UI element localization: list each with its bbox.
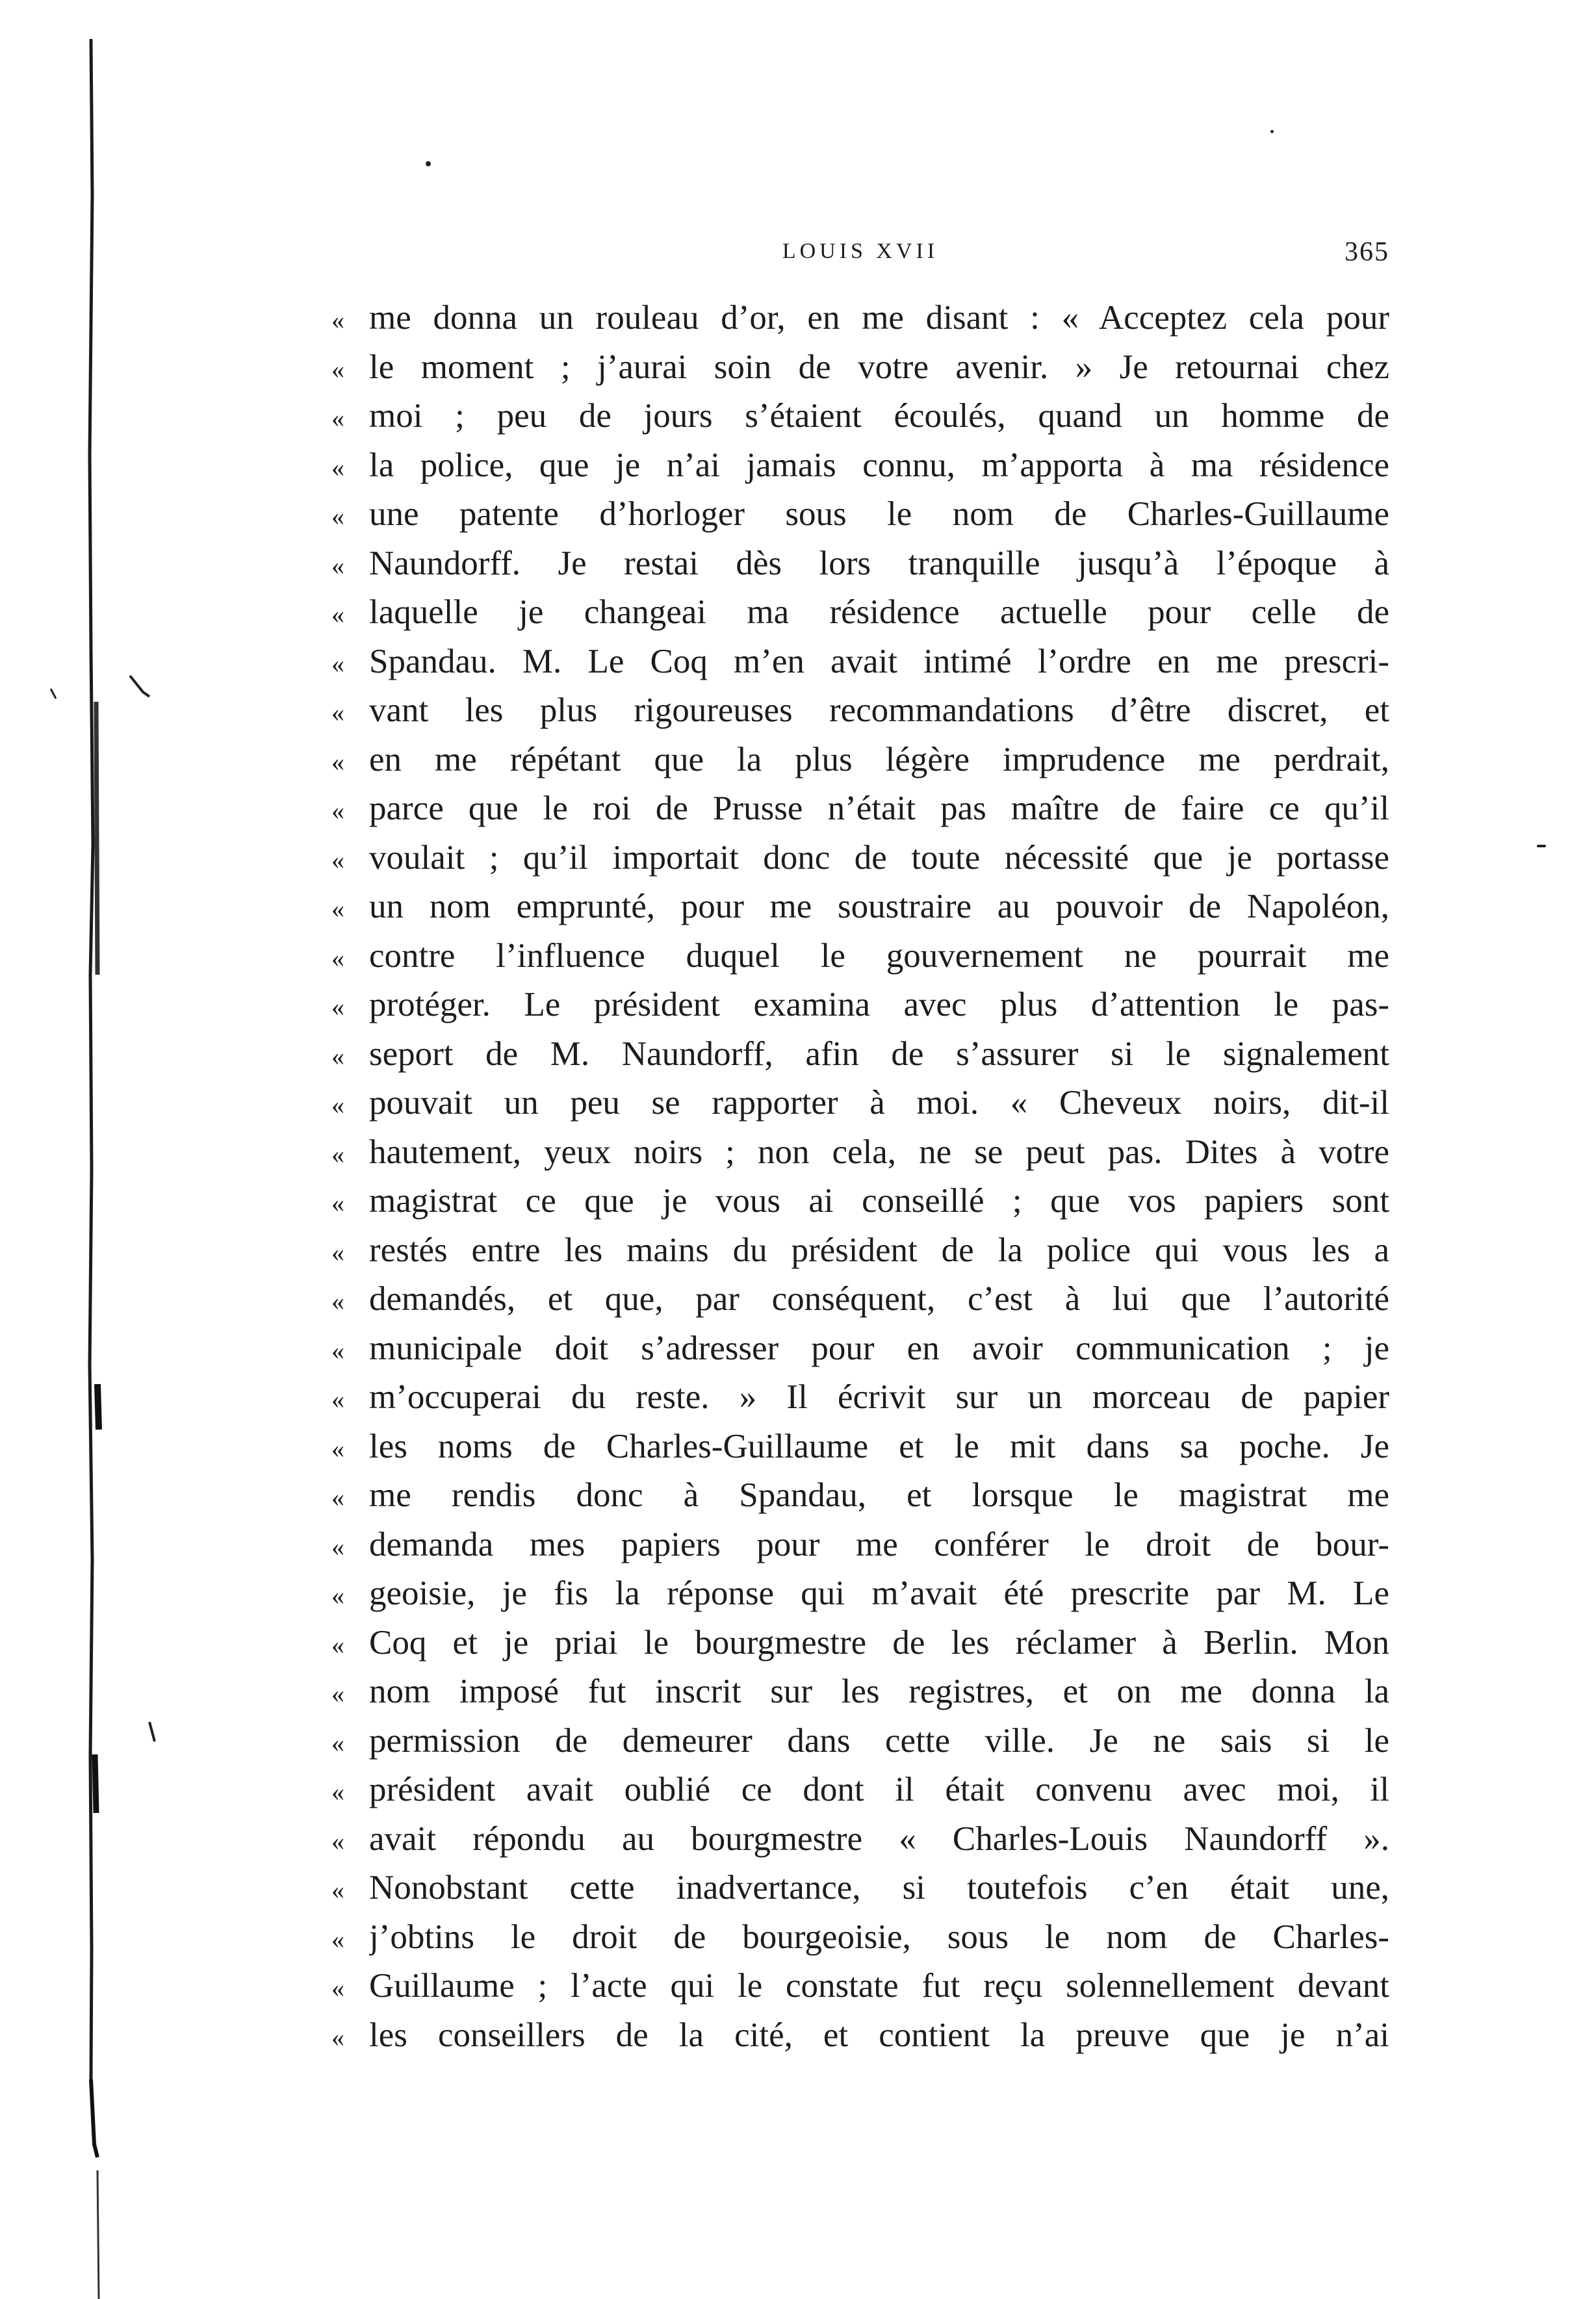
- text-line: [331, 1177, 1389, 1226]
- line-text: parce que le roi de Prusse n’était pas maître de faire ce qu’il: [369, 790, 1389, 827]
- running-head: LOUIS XVII: [782, 239, 939, 263]
- text-line: [331, 834, 1389, 883]
- line-text: Guillaume ; l’acte qui le constate fut reçu solennellement devant: [369, 1967, 1389, 2005]
- quote-mark: «: [331, 1433, 344, 1463]
- text-line: [331, 736, 1389, 785]
- quote-mark: «: [331, 1973, 344, 2003]
- quote-mark: «: [331, 1041, 344, 1071]
- quote-mark: «: [331, 1532, 344, 1561]
- line-text: permission de demeurer dans cette ville. Je ne sais si le: [369, 1721, 1389, 1760]
- text-line: [331, 686, 1389, 736]
- text-line: [331, 2011, 1389, 2061]
- quote-mark: «: [331, 1679, 344, 1708]
- quote-mark: «: [331, 1483, 344, 1512]
- line-text: demandés, et que, par conséquent, c’est à lui que l’autorité: [369, 1280, 1389, 1318]
- text-line: [331, 588, 1389, 637]
- text-line: [331, 1324, 1389, 1374]
- quote-mark: «: [331, 698, 344, 727]
- line-text: voulait ; qu’il importait donc de toute nécessité que je portasse: [369, 838, 1389, 877]
- line-text: m’occuperai du reste. » Il écrivit sur un morceau de papier: [369, 1378, 1389, 1416]
- line-text: me donna un rouleau d’or, en me disant : « Acceptez cela pour: [369, 299, 1389, 337]
- text-line: [331, 1619, 1389, 1668]
- quote-mark: «: [331, 796, 344, 825]
- quote-mark: «: [331, 943, 344, 973]
- text-line: [331, 1569, 1389, 1619]
- line-text: une patente d’horloger sous le nom de Charles-Guillaume: [369, 495, 1389, 533]
- text-line: [331, 1864, 1389, 1913]
- quote-mark: «: [331, 1924, 344, 1954]
- text-line: [331, 1667, 1389, 1717]
- text-line: [331, 441, 1389, 491]
- page-number: 365: [1345, 237, 1389, 267]
- line-text: protéger. Le président examina avec plus d’attention le pas-: [369, 986, 1389, 1023]
- line-text: vant les plus rigoureuses recommandations d’être discret, et: [369, 691, 1389, 729]
- line-text: pouvait un peu se rapporter à moi. « Cheveux noirs, dit-il: [369, 1084, 1389, 1122]
- text-line: [331, 1422, 1389, 1472]
- line-text: nom imposé fut inscrit sur les registres, et on me donna la: [369, 1673, 1389, 1710]
- line-text: moi ; peu de jours s’étaient écoulés, quand un homme de: [369, 397, 1389, 435]
- line-text: magistrat ce que je vous ai conseillé ; que vos papiers sont: [369, 1182, 1389, 1220]
- text-line: [331, 1815, 1389, 1864]
- line-text: me rendis donc à Spandau, et lorsque le magistrat me: [369, 1476, 1389, 1514]
- text-line: [331, 1030, 1389, 1079]
- quote-mark: «: [331, 1385, 344, 1414]
- quote-mark: «: [331, 2022, 344, 2052]
- line-text: municipale doit s’adresser pour en avoir communication ; je: [369, 1329, 1389, 1367]
- line-text: seport de M. Naundorff, afin de s’assurer si le signalement: [369, 1034, 1389, 1073]
- line-text: la police, que je n’ai jamais connu, m’apporta à ma résidence: [369, 446, 1389, 484]
- text-line: [331, 1226, 1389, 1276]
- quote-mark: «: [331, 1630, 344, 1660]
- line-text: contre l’influence duquel le gouvernement ne pourrait me: [369, 936, 1389, 975]
- line-text: les noms de Charles-Guillaume et le mit dans sa poche. Je: [369, 1427, 1389, 1465]
- text-line: [331, 1766, 1389, 1815]
- body-text: [331, 294, 1389, 2060]
- text-line: [331, 1373, 1389, 1422]
- line-text: laquelle je changeai ma résidence actuelle pour celle de: [369, 593, 1389, 631]
- quote-mark: «: [331, 894, 344, 923]
- line-text: Coq et je priai le bourgmestre de les réclamer à Berlin. Mon: [369, 1623, 1389, 1662]
- quote-mark: «: [331, 747, 344, 777]
- line-text: avait répondu au bourgmestre « Charles-Louis Naundorff ».: [369, 1819, 1389, 1858]
- text-line: [331, 1521, 1389, 1570]
- line-text: restés entre les mains du président de la police qui vous les a: [369, 1231, 1389, 1269]
- quote-mark: «: [331, 1826, 344, 1856]
- page-header: [331, 234, 1389, 273]
- text-line: [331, 1962, 1389, 2011]
- quote-mark: «: [331, 1581, 344, 1610]
- line-text: j’obtins le droit de bourgeoisie, sous le nom de Charles-: [369, 1918, 1389, 1956]
- text-line: [331, 882, 1389, 932]
- scan-speck: [1537, 845, 1546, 847]
- quote-mark: «: [331, 1237, 344, 1267]
- text-line: [331, 637, 1389, 687]
- line-text: Spandau. M. Le Coq m’en avait intimé l’ordre en me prescri-: [369, 642, 1389, 680]
- quote-mark: «: [331, 600, 344, 629]
- quote-mark: «: [331, 1188, 344, 1218]
- text-line: [331, 294, 1389, 343]
- line-text: geoisie, je fis la réponse qui m’avait été prescrite par M. Le: [369, 1574, 1389, 1612]
- quote-mark: «: [331, 1875, 344, 1905]
- quote-mark: «: [331, 502, 344, 531]
- text-line: [331, 981, 1389, 1030]
- quote-mark: «: [331, 452, 344, 482]
- quote-mark: «: [331, 1728, 344, 1758]
- line-text: demanda mes papiers pour me conférer le droit de bour-: [369, 1525, 1389, 1563]
- text-line: [331, 1079, 1389, 1128]
- quote-mark: «: [331, 1777, 344, 1806]
- text-line: [331, 392, 1389, 441]
- quote-mark: «: [331, 305, 344, 335]
- quote-mark: «: [331, 845, 344, 875]
- text-line: [331, 784, 1389, 834]
- text-line: [331, 1275, 1389, 1324]
- line-text: un nom emprunté, pour me soustraire au pouvoir de Napoléon,: [369, 888, 1389, 925]
- line-text: en me répétant que la plus légère imprudence me perdrait,: [369, 740, 1389, 778]
- line-text: les conseillers de la cité, et contient la preuve que je n’ai: [369, 2016, 1389, 2054]
- text-line: [331, 1128, 1389, 1177]
- line-text: le moment ; j’aurai soin de votre avenir. » Je retournai chez: [369, 348, 1389, 386]
- text-line: [331, 1717, 1389, 1766]
- quote-mark: «: [331, 992, 344, 1021]
- text-line: [331, 490, 1389, 539]
- quote-mark: «: [331, 1335, 344, 1365]
- line-text: Naundorff. Je restai dès lors tranquille jusqu’à l’époque à: [369, 544, 1389, 582]
- scan-speck: [426, 161, 431, 166]
- quote-mark: «: [331, 1090, 344, 1120]
- quote-mark: «: [331, 1139, 344, 1169]
- text-line: [331, 1913, 1389, 1962]
- quote-mark: «: [331, 354, 344, 384]
- text-line: [331, 1471, 1389, 1521]
- line-text: Nonobstant cette inadvertance, si toutefois c’en était une,: [369, 1869, 1389, 1907]
- line-text: président avait oublié ce dont il était convenu avec moi, il: [369, 1771, 1389, 1808]
- text-line: [331, 343, 1389, 392]
- scan-speck: [1270, 130, 1274, 133]
- quote-mark: «: [331, 404, 344, 433]
- quote-mark: «: [331, 550, 344, 580]
- line-text: hautement, yeux noirs ; non cela, ne se peut pas. Dites à votre: [369, 1133, 1389, 1171]
- text-line: [331, 932, 1389, 981]
- quote-mark: «: [331, 1287, 344, 1316]
- quote-mark: «: [331, 649, 344, 678]
- text-line: [331, 539, 1389, 589]
- binding-edge-artifact: [0, 0, 169, 2299]
